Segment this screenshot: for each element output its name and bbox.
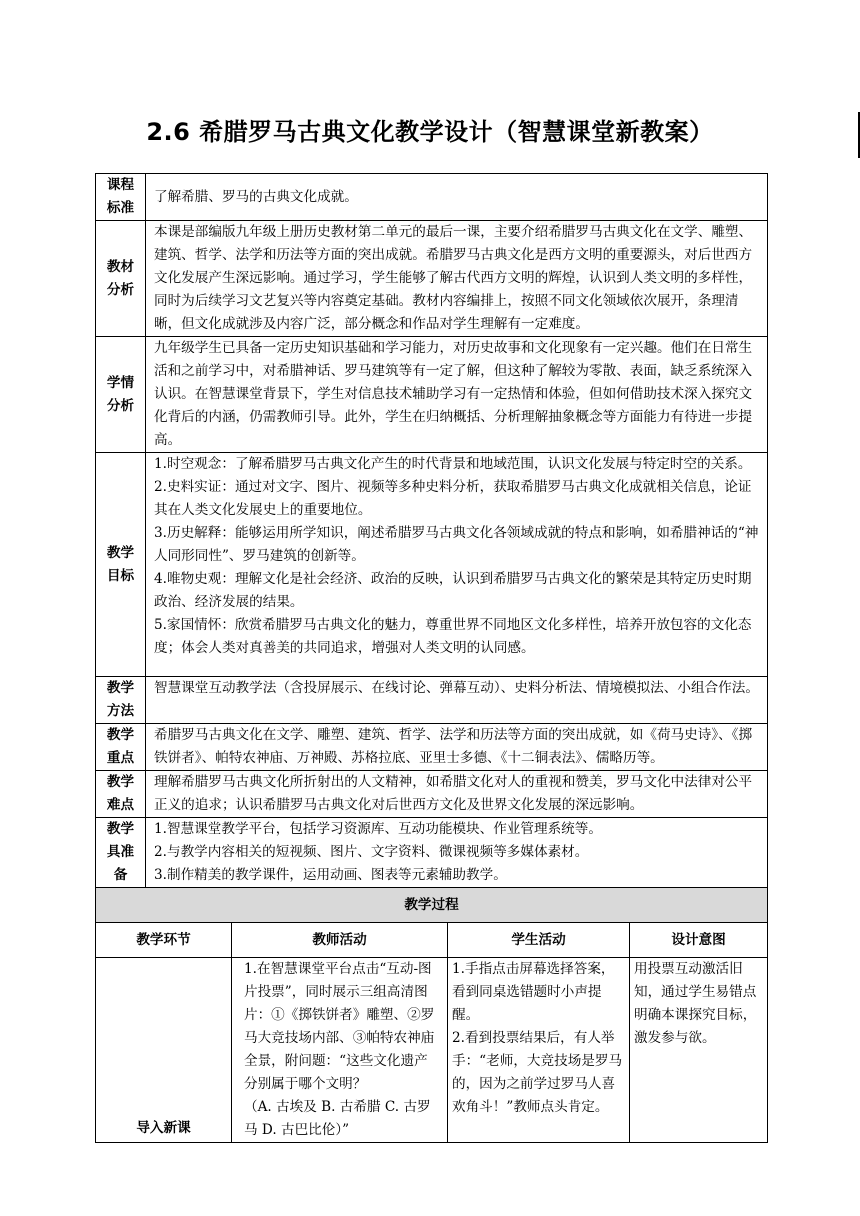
preparation-item: 1.智慧课堂教学平台，包括学习资源库、互动功能模块、作业管理系统等。 — [154, 821, 602, 837]
section-row-student-analysis — [96, 337, 768, 453]
section-label: 教材 分析 — [96, 221, 146, 337]
section-row-methods — [96, 677, 768, 724]
page-title: 2.6 希腊罗马古典文化教学设计（智慧课堂新教案） — [146, 118, 714, 146]
teacher-activity: 1.在智慧课堂平台点击“互动-图片投票”，同时展示三组高清图片：①《掷铁饼者》雕塑、②罗马大竞技场内部、③帕特农神庙全景，附问题：“这些文化遗产分别属于哪个文明？ （A. 古埃及 B. 古希腊 C. 古罗马 D. 古巴比伦）” — [232, 958, 448, 1143]
preparation-item: 2.与教学内容相关的短视频、图片、文字资料、微课视频等多媒体素材。 — [154, 844, 589, 860]
preparation-item: 3.制作精美的教学课件，运用动画、图表等元素辅助教学。 — [154, 867, 507, 883]
lesson-plan-table — [95, 173, 768, 1143]
objective-item: 5.家国情怀：欣赏希腊罗马古典文化的魅力，尊重世界不同地区文化多样性，培养开放包容的文化态度；体会人类对真善美的共同追求，增强对人类文明的认同感。 — [154, 617, 752, 656]
section-content — [146, 453, 768, 677]
section-content: 了解希腊、罗马的古典文化成就。 — [146, 174, 768, 221]
objective-item: 2.史料实证：通过对文字、图片、视频等多种史料分析，获取希腊罗马古典文化成就相关信息，论证其在人类文化发展史上的重要地位。 — [154, 479, 752, 518]
stage-name: 导入新课 — [96, 958, 232, 1143]
process-heading: 教学过程 — [96, 888, 768, 923]
section-content: 九年级学生已具备一定历史知识基础和学习能力，对历史故事和文化现象有一定兴趣。他们在日常生活和之前学习中，对希腊神话、罗马建筑等有一定了解，但这种了解较为零散、表面，缺乏系统深入认识。在智慧课堂背景下，学生对信息技术辅助学习有一定热情和体验，但如何借助技术深入探究文化背后的内涵，仍需教师引导。此外，学生在归纳概括、分析理解抽象概念等方面能力有待进一步提高。 — [146, 337, 768, 453]
section-label: 教学 难点 — [96, 771, 146, 818]
column-header-teacher: 教师活动 — [232, 923, 448, 958]
objective-item: 1.时空观念：了解希腊罗马古典文化产生的时代背景和地域范围，认识文化发展与特定时空的关系。 — [154, 456, 752, 472]
section-row-key-points — [96, 724, 768, 771]
section-content: 智慧课堂互动教学法（含投屏展示、在线讨论、弹幕互动）、史料分析法、情境模拟法、小组合作法。 — [146, 677, 768, 724]
section-label: 教学 重点 — [96, 724, 146, 771]
section-content — [146, 818, 768, 888]
section-row-preparation — [96, 818, 768, 888]
column-header-stage: 教学环节 — [96, 923, 232, 958]
column-header-student: 学生活动 — [448, 923, 630, 958]
section-content: 理解希腊罗马古典文化所折射出的人文精神，如希腊文化对人的重视和赞美，罗马文化中法律对公平正义的追求；认识希腊罗马古典文化对后世西方文化及世界文化发展的深远影响。 — [146, 771, 768, 818]
process-column-header-row — [96, 923, 768, 958]
section-content: 本课是部编版九年级上册历史教材第二单元的最后一课，主要介绍希腊罗马古典文化在文学、雕塑、建筑、哲学、法学和历法等方面的突出成就。希腊罗马古典文化是西方文明的重要源头，对后世西方文化发展产生深远影响。通过学习，学生能够了解古代西方文明的辉煌，认识到人类文明的多样性，同时为后续学习文艺复兴等内容奠定基础。教材内容编排上，按照不同文化领域依次展开，条理清晰，但文化成就涉及内容广泛，部分概念和作品对学生理解有一定难度。 — [146, 221, 768, 337]
section-label: 教学 具准 备 — [96, 818, 146, 888]
student-activity: 1.手指点击屏幕选择答案，看到同桌选错题时小声提醒。 2.看到投票结果后，有人举手：“老师，大竞技场是罗马的，因为之前学过罗马人喜欢角斗！”教师点头肯定。 — [448, 958, 630, 1143]
section-label: 学情 分析 — [96, 337, 146, 453]
section-label: 教学 目标 — [96, 453, 146, 677]
objective-item: 3.历史解释：能够运用所学知识，阐述希腊罗马古典文化各领域成就的特点和影响，如希腊神话的“神人同形同性”、罗马建筑的创新等。 — [154, 525, 759, 564]
section-content: 希腊罗马古典文化在文学、雕塑、建筑、哲学、法学和历法等方面的突出成就，如《荷马史诗》、《掷铁饼者》、帕特农神庙、万神殿、苏格拉底、亚里士多德、《十二铜表法》、儒略历等。 — [146, 724, 768, 771]
section-label: 课程 标准 — [96, 174, 146, 221]
section-label: 教学 方法 — [96, 677, 146, 724]
section-row-textbook-analysis — [96, 221, 768, 337]
process-heading-row — [96, 888, 768, 923]
column-header-intent: 设计意图 — [630, 923, 768, 958]
section-row-objectives — [96, 453, 768, 677]
process-row — [96, 958, 768, 1143]
objective-item: 4.唯物史观：理解文化是社会经济、政治的反映，认识到希腊罗马古典文化的繁荣是其特定历史时期政治、经济发展的结果。 — [154, 571, 752, 610]
section-row-standard — [96, 174, 768, 221]
design-intent: 用投票互动激活旧知，通过学生易错点明确本课探究目标，激发参与欲。 — [630, 958, 768, 1143]
section-row-difficulties — [96, 771, 768, 818]
